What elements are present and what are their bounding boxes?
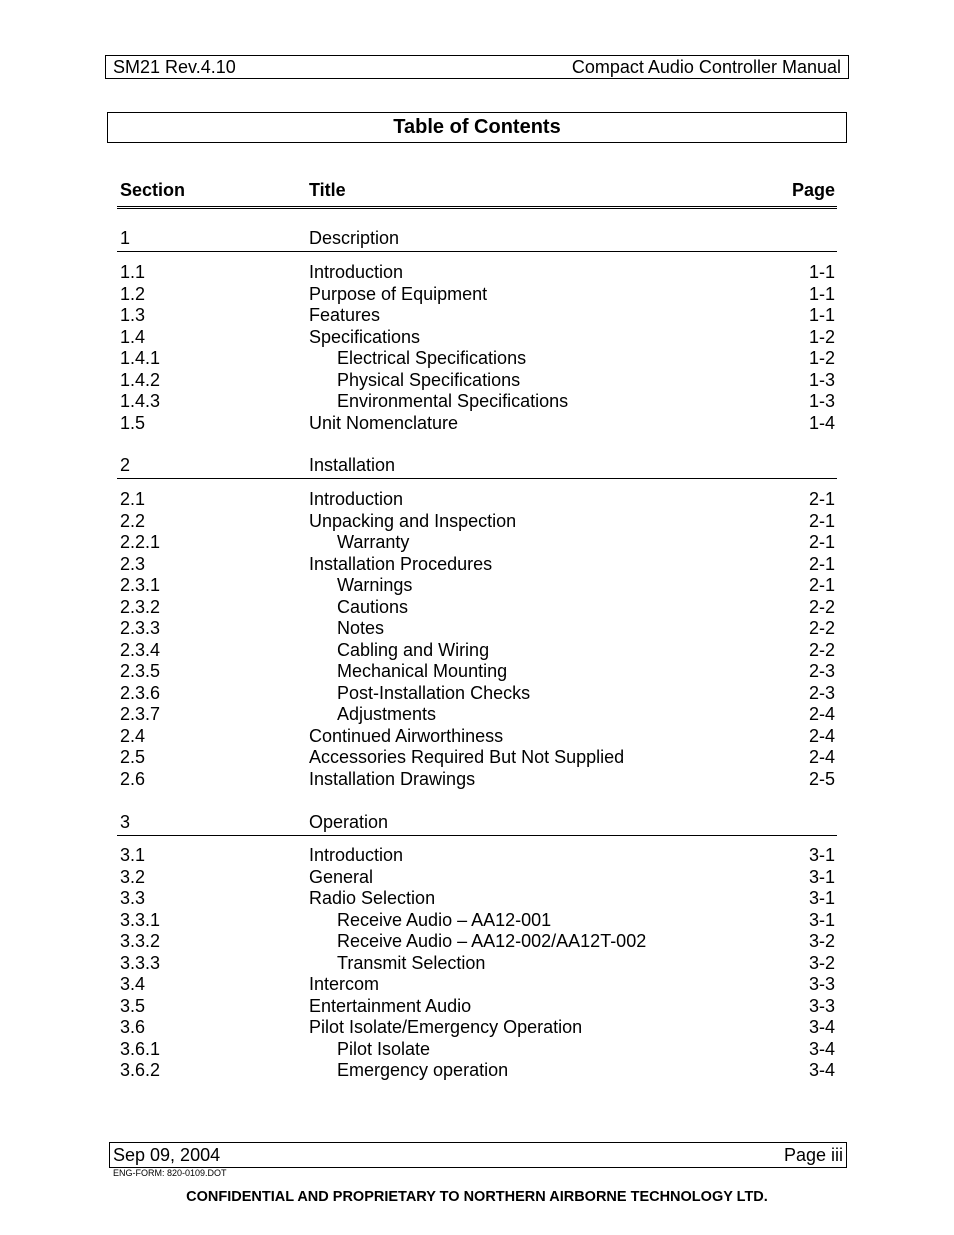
toc-entry-row bbox=[117, 726, 837, 748]
toc-entry-row bbox=[117, 1039, 837, 1061]
entry-title: Introduction bbox=[309, 262, 404, 282]
entry-number: 2.3.4 bbox=[120, 639, 161, 660]
entry-title: Entertainment Audio bbox=[309, 995, 472, 1016]
entry-page: 3-4 bbox=[808, 1060, 835, 1080]
entry-page: 2-1 bbox=[808, 532, 835, 552]
toc-entry-row bbox=[117, 305, 837, 327]
entry-title: Unit Nomenclature bbox=[309, 412, 459, 433]
toc-entry-row bbox=[117, 683, 837, 705]
toc-entry-row bbox=[117, 845, 837, 867]
toc-entry-row bbox=[117, 953, 837, 975]
toc-entry-row bbox=[117, 769, 837, 791]
toc-entry-row bbox=[117, 1060, 837, 1082]
entry-page: 2-4 bbox=[808, 725, 835, 746]
section-number: 3 bbox=[120, 812, 131, 832]
entry-page: 1-3 bbox=[808, 391, 835, 411]
toc-entry-row bbox=[117, 370, 837, 392]
entry-title: Specifications bbox=[309, 326, 421, 347]
entry-title: Emergency operation bbox=[337, 1060, 509, 1080]
section-number: 1 bbox=[120, 228, 131, 248]
entry-title: Receive Audio – AA12-001 bbox=[337, 909, 552, 930]
entry-title: Unpacking and Inspection bbox=[309, 510, 517, 531]
entry-number: 3.3.1 bbox=[120, 909, 161, 930]
entry-number: 1.3 bbox=[120, 305, 146, 325]
toc-entry-row bbox=[117, 413, 837, 435]
entry-title: Receive Audio – AA12-002/AA12T-002 bbox=[337, 931, 647, 951]
entry-title: Pilot Isolate/Emergency Operation bbox=[309, 1017, 583, 1037]
toc-column-header bbox=[117, 180, 837, 209]
toc-entry-row bbox=[117, 661, 837, 683]
toc-entry-row bbox=[117, 618, 837, 640]
entry-title: Transmit Selection bbox=[337, 952, 486, 973]
entry-title: Adjustments bbox=[337, 704, 437, 724]
entry-number: 3.3.3 bbox=[120, 952, 161, 973]
entry-page: 3-1 bbox=[808, 866, 835, 887]
column-section: Section bbox=[120, 180, 186, 200]
toc-entry-row bbox=[117, 391, 837, 413]
entry-page: 2-1 bbox=[808, 489, 835, 509]
toc-entry-row bbox=[117, 489, 837, 511]
entry-title: Intercom bbox=[309, 974, 380, 994]
entry-number: 1.4.1 bbox=[120, 348, 161, 368]
header-doc-title: Compact Audio Controller Manual bbox=[571, 56, 841, 77]
entry-title: Features bbox=[309, 305, 381, 325]
entry-page: 3-2 bbox=[808, 931, 835, 951]
entry-title: Warnings bbox=[337, 575, 413, 595]
entry-title: Accessories Required But Not Supplied bbox=[309, 747, 625, 767]
entry-page: 2-5 bbox=[808, 768, 835, 789]
entry-number: 3.3 bbox=[120, 888, 146, 908]
entry-title: Environmental Specifications bbox=[337, 391, 569, 411]
toc-entry-row bbox=[117, 327, 837, 349]
entry-title: General bbox=[309, 866, 374, 887]
entry-number: 2.5 bbox=[120, 747, 146, 767]
toc-entry-row bbox=[117, 575, 837, 597]
toc-section-row bbox=[117, 812, 837, 836]
entry-page: 3-3 bbox=[808, 974, 835, 994]
entry-number: 3.1 bbox=[120, 845, 146, 865]
toc-entry-row bbox=[117, 910, 837, 932]
entry-number: 3.6.2 bbox=[120, 1060, 161, 1080]
entry-page: 2-2 bbox=[808, 618, 835, 638]
entry-number: 1.4.3 bbox=[120, 391, 161, 411]
toc-entry-row bbox=[117, 1017, 837, 1039]
toc-entry-row bbox=[117, 554, 837, 576]
page-header bbox=[105, 55, 849, 79]
entry-title: Introduction bbox=[309, 489, 404, 509]
entry-page: 3-3 bbox=[808, 995, 835, 1016]
form-code: ENG-FORM: 820-0109.DOT bbox=[113, 1168, 227, 1178]
entry-page: 1-1 bbox=[808, 305, 835, 325]
toc-entry-row bbox=[117, 348, 837, 370]
entry-title: Physical Specifications bbox=[337, 369, 521, 390]
entry-number: 3.6.1 bbox=[120, 1038, 161, 1059]
entry-number: 1.4 bbox=[120, 326, 146, 347]
entry-title: Pilot Isolate bbox=[337, 1038, 431, 1059]
toc-entry-row bbox=[117, 888, 837, 910]
entry-number: 2.3 bbox=[120, 553, 146, 574]
entry-number: 1.5 bbox=[120, 412, 146, 433]
entry-page: 3-4 bbox=[808, 1038, 835, 1059]
footer-date: Sep 09, 2004 bbox=[113, 1144, 221, 1165]
entry-page: 2-4 bbox=[808, 704, 835, 724]
entry-number: 1.2 bbox=[120, 283, 146, 304]
entry-title: Continued Airworthiness bbox=[309, 725, 504, 746]
entry-page: 2-1 bbox=[808, 510, 835, 531]
entry-number: 3.4 bbox=[120, 974, 146, 994]
entry-number: 2.3.3 bbox=[120, 618, 161, 638]
entry-title: Installation Drawings bbox=[309, 768, 476, 789]
entry-number: 2.3.2 bbox=[120, 596, 161, 617]
toc-entry-row bbox=[117, 511, 837, 533]
entry-title: Purpose of Equipment bbox=[309, 283, 488, 304]
entry-title: Cabling and Wiring bbox=[337, 639, 490, 660]
toc-entry-row bbox=[117, 704, 837, 726]
entry-number: 2.3.7 bbox=[120, 704, 161, 724]
entry-number: 3.6 bbox=[120, 1017, 146, 1037]
entry-page: 2-3 bbox=[808, 661, 835, 681]
entry-page: 2-1 bbox=[808, 553, 835, 574]
entry-page: 1-3 bbox=[808, 369, 835, 390]
toc-entry-row bbox=[117, 867, 837, 889]
entry-page: 3-4 bbox=[808, 1017, 835, 1037]
confidential-notice: CONFIDENTIAL AND PROPRIETARY TO NORTHERN AIRBORNE TECHNOLOGY LTD. bbox=[186, 1189, 768, 1205]
entry-page: 2-4 bbox=[808, 747, 835, 767]
entry-page: 1-1 bbox=[808, 262, 835, 282]
section-title: Description bbox=[309, 228, 400, 248]
entry-title: Radio Selection bbox=[309, 888, 436, 908]
toc-entry-row bbox=[117, 597, 837, 619]
entry-number: 2.2.1 bbox=[120, 532, 161, 552]
toc-section-row bbox=[117, 455, 837, 479]
header-doc-id: SM21 Rev.4.10 bbox=[113, 56, 236, 77]
entry-number: 2.3.5 bbox=[120, 661, 161, 681]
column-title: Title bbox=[309, 180, 346, 200]
toc-entry-row bbox=[117, 640, 837, 662]
toc-entry-row bbox=[117, 262, 837, 284]
entry-page: 1-1 bbox=[808, 283, 835, 304]
entry-number: 2.2 bbox=[120, 510, 146, 531]
entry-page: 2-3 bbox=[808, 682, 835, 703]
entry-page: 2-1 bbox=[808, 575, 835, 595]
toc-entry-row bbox=[117, 284, 837, 306]
page-title: Table of Contents bbox=[107, 112, 847, 143]
entry-page: 2-2 bbox=[808, 639, 835, 660]
entry-number: 2.4 bbox=[120, 725, 146, 746]
entry-page: 3-1 bbox=[808, 909, 835, 930]
entry-number: 2.3.6 bbox=[120, 682, 161, 703]
entry-page: 1-2 bbox=[808, 348, 835, 368]
toc-entry-row bbox=[117, 747, 837, 769]
entry-number: 1.1 bbox=[120, 262, 146, 282]
entry-title: Warranty bbox=[337, 532, 410, 552]
entry-title: Installation Procedures bbox=[309, 553, 493, 574]
toc-entry-row bbox=[117, 974, 837, 996]
entry-page: 3-2 bbox=[808, 952, 835, 973]
entry-title: Mechanical Mounting bbox=[337, 661, 508, 681]
footer-page-number: Page iii bbox=[783, 1144, 843, 1165]
column-page: Page bbox=[791, 180, 835, 200]
entry-page: 3-1 bbox=[808, 888, 835, 908]
section-title: Installation bbox=[309, 455, 396, 475]
toc-entry-row bbox=[117, 532, 837, 554]
entry-number: 1.4.2 bbox=[120, 369, 161, 390]
toc-entry-row bbox=[117, 931, 837, 953]
entry-title: Introduction bbox=[309, 845, 404, 865]
entry-page: 1-4 bbox=[808, 412, 835, 433]
section-number: 2 bbox=[120, 455, 131, 475]
entry-number: 3.5 bbox=[120, 995, 146, 1016]
toc-section-row bbox=[117, 228, 837, 252]
entry-title: Electrical Specifications bbox=[337, 348, 527, 368]
entry-title: Cautions bbox=[337, 596, 409, 617]
page-footer bbox=[109, 1142, 847, 1168]
entry-title: Notes bbox=[337, 618, 385, 638]
entry-title: Post-Installation Checks bbox=[337, 682, 531, 703]
entry-page: 3-1 bbox=[808, 845, 835, 865]
section-title: Operation bbox=[309, 812, 389, 832]
entry-number: 2.3.1 bbox=[120, 575, 161, 595]
entry-number: 2.6 bbox=[120, 768, 146, 789]
entry-page: 2-2 bbox=[808, 596, 835, 617]
entry-number: 2.1 bbox=[120, 489, 146, 509]
toc-entry-row bbox=[117, 996, 837, 1018]
entry-number: 3.3.2 bbox=[120, 931, 161, 951]
entry-page: 1-2 bbox=[808, 326, 835, 347]
entry-number: 3.2 bbox=[120, 866, 146, 887]
